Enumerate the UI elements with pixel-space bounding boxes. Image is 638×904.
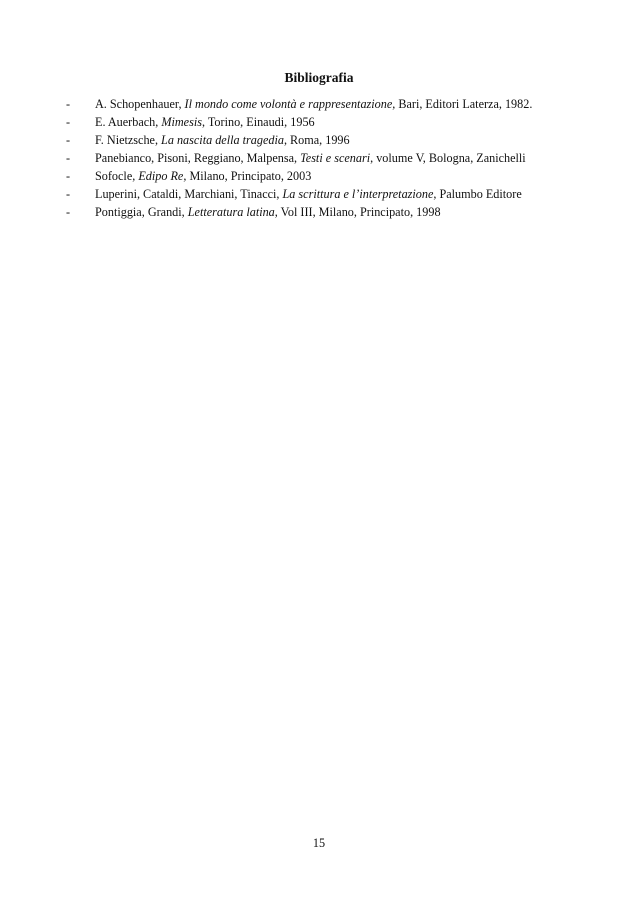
entry-dash: - [66, 169, 71, 183]
entry-publication: , Vol III, Milano, Principato, 1998 [274, 205, 441, 219]
bibliography-entry [66, 113, 606, 131]
entry-authors: E. Auerbach, [95, 115, 162, 129]
entry-title: Edipo Re, [138, 169, 187, 183]
entry-publication: Bari, Editori Laterza, 1982. [395, 97, 533, 111]
entry-dash: - [66, 115, 71, 129]
entry-dash: - [66, 97, 71, 111]
entry-publication: Milano, Principato, 2003 [186, 169, 312, 183]
entry-authors: Pontiggia, Grandi, [95, 205, 188, 219]
entry-publication: , Roma, 1996 [283, 133, 350, 147]
bibliography-entry [66, 167, 606, 185]
entry-authors: A. Schopenhauer, [95, 97, 185, 111]
bibliography-heading: Bibliografia [284, 70, 354, 85]
entry-publication: , Palumbo Editore [433, 187, 522, 201]
entry-dash: - [66, 133, 71, 147]
entry-title: La nascita della tragedia [161, 133, 284, 147]
bibliography-entry [66, 203, 606, 221]
bibliography-entry [66, 131, 606, 149]
entry-authors: F. Nietzsche, [95, 133, 162, 147]
page-number: 15 [312, 836, 326, 850]
entry-authors: Sofocle, [95, 169, 139, 183]
entry-title: Il mondo come volontà e rappresentazione, [184, 97, 396, 111]
entry-title: Testi e scenari [300, 151, 371, 165]
bibliography-entry [66, 95, 606, 113]
entry-authors: Panebianco, Pisoni, Reggiano, Malpensa, [95, 151, 301, 165]
bibliography-list [66, 95, 606, 221]
entry-publication: , Torino, Einaudi, 1956 [201, 115, 315, 129]
entry-title: Letteratura latina [187, 205, 275, 219]
entry-authors: Luperini, Cataldi, Marchiani, Tinacci, [95, 187, 283, 201]
entry-dash: - [66, 205, 71, 219]
entry-title: La scrittura e l’interpretazione [282, 187, 434, 201]
entry-publication: , volume V, Bologna, Zanichelli [370, 151, 526, 165]
entry-dash: - [66, 151, 71, 165]
bibliography-entry [66, 149, 606, 167]
entry-dash: - [66, 187, 71, 201]
bibliography-entry [66, 185, 606, 203]
entry-title: Mimesis [161, 115, 202, 129]
